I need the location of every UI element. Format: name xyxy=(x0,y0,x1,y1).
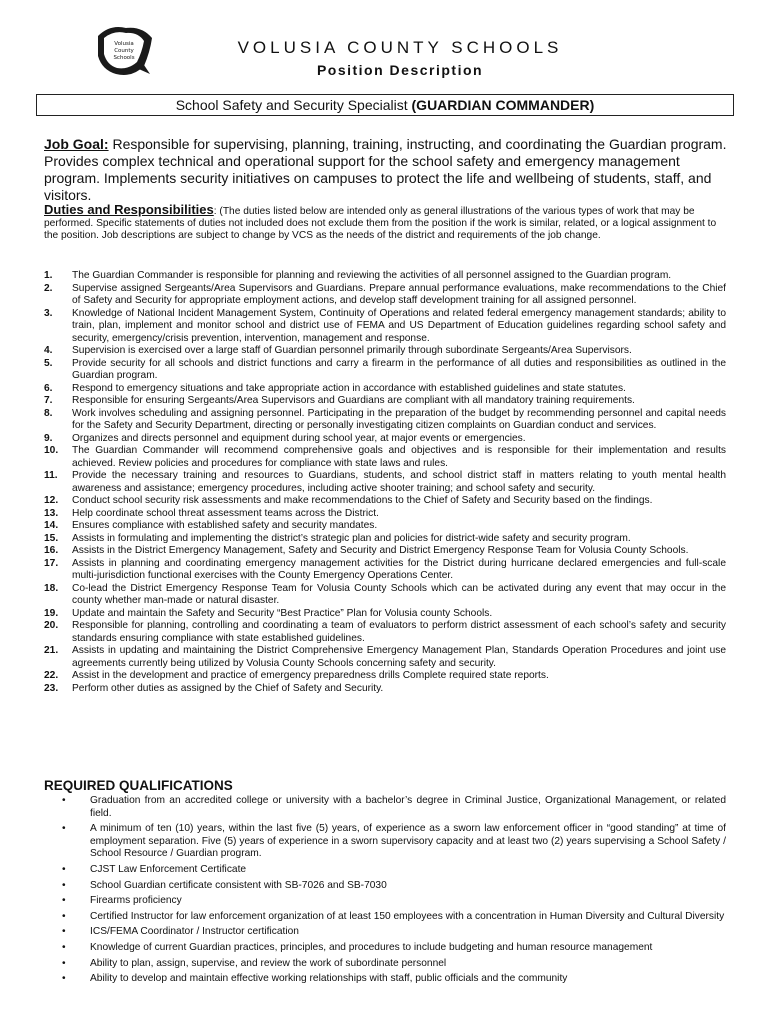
duty-number: 13. xyxy=(44,507,59,519)
duty-item xyxy=(44,270,726,283)
qualifications-list xyxy=(62,795,726,989)
duty-number: 6. xyxy=(44,382,53,394)
job-goal-text: Responsible for supervising, planning, training, instructing, and coordinating the Guardian program. Provides complex technical and operational support for the school safety and emergency management program. Implements security initiatives on campuses to protect the life and wellbeing of students, staff, and visitors. xyxy=(44,136,727,203)
duty-number: 1. xyxy=(44,270,53,281)
qualification-item xyxy=(62,795,726,820)
bullet-icon: • xyxy=(62,895,66,907)
bullet-icon: • xyxy=(62,957,66,969)
duty-text: Co-lead the District Emergency Response Team for Volusia County Schools which can be activated during any event that may occur in the county whether man-made or natural disaster. xyxy=(72,582,726,606)
org-name: VOLUSIA COUNTY SCHOOLS xyxy=(237,38,563,57)
qualification-item xyxy=(62,958,726,971)
duty-item xyxy=(44,283,726,308)
duty-item xyxy=(44,620,726,645)
duty-item xyxy=(44,383,726,396)
duty-text: Supervision is exercised over a large staff of Guardian personnel primarily through subordinate Sergeants/Area Supervisors. xyxy=(72,345,632,356)
duty-number: 2. xyxy=(44,282,53,294)
duty-number: 11. xyxy=(44,470,58,481)
bullet-icon: • xyxy=(62,795,66,806)
duty-item xyxy=(44,508,726,521)
duty-text: Update and maintain the Safety and Security “Best Practice” Plan for Volusia county Schools. xyxy=(72,607,493,619)
duty-item xyxy=(44,608,726,621)
bullet-icon: • xyxy=(62,879,66,891)
duty-number: 22. xyxy=(44,670,59,681)
duty-item xyxy=(44,358,726,383)
duty-text: Knowledge of National Incident Management System, Continuity of Operations and related federal emergency management standards; ability to train, plan, implement and monitor school and district use of FEMA and US Department of Education guidelines regarding school safety and security, emergency/crisis prevention, intervention, management and response. xyxy=(72,307,726,344)
duty-text: Supervise assigned Sergeants/Area Supervisors and Guardians. Prepare annual performance evaluations, make recommendations to the Chief of Safety and Security for appropriate employment actions, and develop staff development training for all assigned personnel. xyxy=(72,282,726,306)
duty-item xyxy=(44,520,726,533)
duty-number: 5. xyxy=(44,357,53,369)
duty-text: Assists in planning and coordinating emergency management activities for the District during hurricane declared emergencies and full-scale multi-jurisdiction functional exercises with the County Emergency Operations Center. xyxy=(72,557,726,581)
duty-number: 8. xyxy=(44,407,53,419)
duty-item xyxy=(44,545,726,558)
duty-number: 23. xyxy=(44,682,59,694)
duties-intro xyxy=(44,204,726,242)
volusia-schools-logo xyxy=(92,22,156,80)
qualification-item xyxy=(62,864,726,877)
duty-number: 14. xyxy=(44,520,59,531)
qualification-item xyxy=(62,973,726,986)
duty-number: 17. xyxy=(44,557,59,569)
duty-text: Assist in the development and practice of emergency preparedness drills Complete required state reports. xyxy=(72,670,549,681)
duty-text: Organizes and directs personnel and equipment during school year, at major events or emergencies. xyxy=(72,432,526,444)
qualification-item xyxy=(62,911,726,924)
duty-number: 16. xyxy=(44,545,59,556)
bullet-icon: • xyxy=(62,910,66,922)
svg-text:Volusia: Volusia xyxy=(114,41,134,47)
duty-item xyxy=(44,308,726,346)
duty-text: Provide security for all schools and district functions and carry a firearm in the performance of all duties and responsibilities as outlined in the Guardian program. xyxy=(72,357,726,381)
qualification-text: ICS/FEMA Coordinator / Instructor certification xyxy=(90,926,299,938)
bullet-icon: • xyxy=(62,926,66,938)
qualification-text: Firearms proficiency xyxy=(90,895,182,907)
duty-number: 9. xyxy=(44,432,53,444)
duty-text: Respond to emergency situations and take appropriate action in accordance with established guidelines and state statutes. xyxy=(72,382,626,394)
duty-item xyxy=(44,433,726,446)
duty-number: 7. xyxy=(44,395,53,406)
duty-item xyxy=(44,495,726,508)
duty-text: Help coordinate school threat assessment teams across the District. xyxy=(72,507,379,519)
bullet-icon: • xyxy=(62,941,66,953)
duty-item xyxy=(44,645,726,670)
job-goal xyxy=(44,136,734,204)
duty-number: 20. xyxy=(44,620,59,631)
duty-text: Assists in formulating and implementing the district’s strategic plan and policies for district-wide safety and security program. xyxy=(72,532,631,544)
duty-item xyxy=(44,470,726,495)
qualification-item xyxy=(62,895,726,908)
duty-text: Assists in the District Emergency Management, Safety and Security and District Emergency Response Team for Volusia County Schools. xyxy=(72,545,689,556)
position-title: School Safety and Security Specialist xyxy=(175,97,412,113)
qualifications-heading: REQUIRED QUALIFICATIONS xyxy=(44,778,233,793)
duty-number: 3. xyxy=(44,307,53,319)
duty-item xyxy=(44,533,726,546)
job-goal-label: Job Goal: xyxy=(44,136,109,152)
duty-item xyxy=(44,583,726,608)
qualification-text: Certified Instructor for law enforcement organization of at least 150 employees with a concentration in Human Diversity and Cultural Diversity xyxy=(90,910,725,922)
duty-text: The Guardian Commander will recommend comprehensive goals and objectives and is responsible for their implementation and results achieved. Review policies and procedures for compliance with state laws and rules. xyxy=(72,445,726,469)
duties-label: Duties and Responsibilities xyxy=(44,202,214,217)
duty-number: 19. xyxy=(44,607,59,619)
doc-type: Position Description xyxy=(316,62,484,78)
qualification-text: CJST Law Enforcement Certificate xyxy=(90,863,247,875)
duty-text: The Guardian Commander is responsible for planning and reviewing the activities of all personnel assigned to the Guardian program. xyxy=(72,270,672,281)
position-title-bold: (GUARDIAN COMMANDER) xyxy=(411,97,595,113)
qualification-text: A minimum of ten (10) years, within the last five (5) years, of experience as a sworn law enforcement officer in “good standing” at time of employment separation. Five (5) years of experience in a sworn supervisory capacity and at least two (2) years supervising a School Safety / School Resource / Guardian program. xyxy=(90,823,726,860)
duty-text: Responsible for ensuring Sergeants/Area Supervisors and Guardians are compliant with all mandatory training requirements. xyxy=(72,395,635,406)
duties-intro-text: : (The duties listed below are intended only as general illustrations of the various types of work that may be performed. Specific statements of duties not included does not exclude them from the position if the work is similar, related, or a logical assignment to the position. Job descriptions are subject to change by VCS as the needs of the district and requirements of the job change. xyxy=(44,206,717,241)
bullet-icon: • xyxy=(62,973,66,985)
duty-text: Work involves scheduling and assigning personnel. Participating in the preparation of the budget by recommending personnel and capital needs for the Safety and Security Department, directing or personally investigating citizen complaints on Guardian conduct and services. xyxy=(72,407,726,431)
qualification-text: School Guardian certificate consistent with SB-7026 and SB-7030 xyxy=(90,879,387,891)
duty-number: 21. xyxy=(44,645,59,656)
qualification-text: Ability to plan, assign, supervise, and review the work of subordinate personnel xyxy=(90,957,447,969)
qualification-text: Knowledge of current Guardian practices, principles, and procedures to include budgeting and human resource management xyxy=(90,941,653,953)
duty-number: 10. xyxy=(44,445,59,456)
duty-text: Perform other duties as assigned by the Chief of Safety and Security. xyxy=(72,682,384,694)
duty-item xyxy=(44,683,726,696)
duty-item xyxy=(44,670,726,683)
duty-number: 4. xyxy=(44,345,53,356)
duty-text: Ensures compliance with established safety and security mandates. xyxy=(72,520,378,531)
duty-text: Responsible for planning, controlling and coordinating a team of evaluators to perform district assessment of each school’s safety and security standards ensuring compliance with state established guidelines. xyxy=(72,620,726,644)
duty-text: Assists in updating and maintaining the District Comprehensive Emergency Management Plan, Standards Operation Procedures and joint use agreements currently being utilized by Volusia County Schools concerning safety and security. xyxy=(72,645,726,669)
bullet-icon: • xyxy=(62,863,66,875)
duty-text: Provide the necessary training and resources to Guardians, students, and school district staff in matters relating to youth mental health awareness and assistance; emergency procedures, including active shooter training; and school safety and security. xyxy=(72,470,726,494)
svg-text:County: County xyxy=(114,48,134,54)
qualification-item xyxy=(62,926,726,939)
duty-number: 12. xyxy=(44,495,59,506)
duties-list xyxy=(44,270,726,695)
qualification-text: Ability to develop and maintain effective working relationships with staff, public officials and the community xyxy=(90,973,568,985)
qualification-item xyxy=(62,942,726,955)
duty-item xyxy=(44,558,726,583)
qualification-item xyxy=(62,823,726,861)
qualification-item xyxy=(62,880,726,893)
position-title-box xyxy=(36,94,734,116)
duty-text: Conduct school security risk assessments and make recommendations to the Chief of Safety and Security based on the findings. xyxy=(72,495,653,506)
duty-number: 15. xyxy=(44,532,59,544)
bullet-icon: • xyxy=(62,823,66,835)
qualification-text: Graduation from an accredited college or university with a bachelor’s degree in Criminal Justice, Organizational Management, or related field. xyxy=(90,795,726,819)
duty-item xyxy=(44,345,726,358)
duty-number: 18. xyxy=(44,582,59,594)
svg-text:Schools: Schools xyxy=(113,55,135,61)
duty-item xyxy=(44,395,726,408)
duty-item xyxy=(44,445,726,470)
duty-item xyxy=(44,408,726,433)
